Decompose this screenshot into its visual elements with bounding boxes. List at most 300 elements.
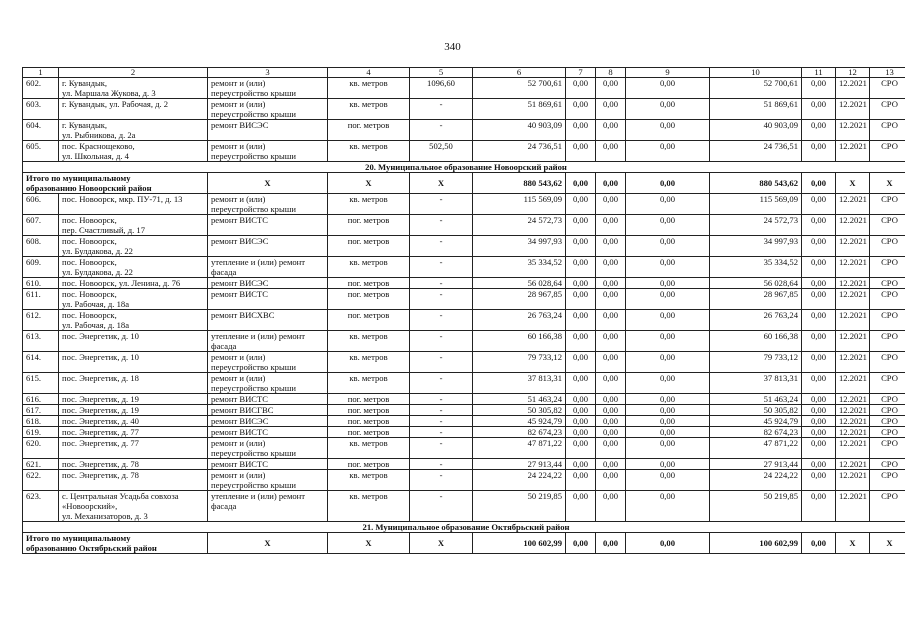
completion-date-cell: X — [836, 173, 870, 194]
owners-funds-cell: 34 997,93 — [710, 236, 802, 257]
regional-budget-cell: 0,00 — [596, 120, 626, 141]
total-cost-cell: 28 967,85 — [473, 289, 566, 310]
local-budget-cell: 0,00 — [626, 257, 710, 278]
row-number-cell: 618. — [23, 416, 59, 427]
column-header: 7 — [566, 68, 596, 78]
table-row — [23, 289, 905, 310]
regional-budget-cell: 0,00 — [596, 278, 626, 289]
row-number-cell: 619. — [23, 427, 59, 438]
method-cell: X — [870, 173, 905, 194]
local-budget-cell: 0,00 — [626, 416, 710, 427]
completion-date-cell: X — [836, 533, 870, 554]
work-type-cell: ремонт ВИСТС — [208, 215, 328, 236]
row-number-cell: 609. — [23, 257, 59, 278]
unit-cell: пог. метров — [328, 236, 410, 257]
work-type-cell: ремонт ВИСЭС — [208, 416, 328, 427]
table-row — [23, 331, 905, 352]
unit-cell: кв. метров — [328, 141, 410, 162]
completion-date-cell: 12.2021 — [836, 459, 870, 470]
work-type-cell: утепление и (или) ремонт фасада — [208, 257, 328, 278]
table-row — [23, 215, 905, 236]
total-cost-cell: 47 871,22 — [473, 438, 566, 459]
work-type-cell: ремонт и (или) переустройство крыши — [208, 78, 328, 99]
method-cell: СРО — [870, 405, 905, 416]
fund-cell: 0,00 — [566, 331, 596, 352]
unit-cell: пог. метров — [328, 310, 410, 331]
regional-budget-cell: 0,00 — [596, 438, 626, 459]
address-cell: пос. Краснощеково, ул. Школьная, д. 4 — [59, 141, 208, 162]
address-cell: пос. Новоорск, ул. Булдакова, д. 22 — [59, 257, 208, 278]
table-row — [23, 405, 905, 416]
quantity-cell: - — [410, 331, 473, 352]
work-type-cell: ремонт и (или) переустройство крыши — [208, 141, 328, 162]
address-cell: пос. Новоорск, ул. Рабочая, д. 18а — [59, 289, 208, 310]
total-cost-cell: 26 763,24 — [473, 310, 566, 331]
address-cell: пос. Энергетик, д. 18 — [59, 373, 208, 394]
regional-budget-cell: 0,00 — [596, 215, 626, 236]
table-row — [23, 278, 905, 289]
total-row — [23, 173, 905, 194]
owners-funds-cell: 100 602,99 — [710, 533, 802, 554]
table-row — [23, 99, 905, 120]
work-type-cell: ремонт и (или) переустройство крыши — [208, 438, 328, 459]
other-funds-cell: 0,00 — [802, 289, 836, 310]
completion-date-cell: 12.2021 — [836, 194, 870, 215]
row-number-cell: 605. — [23, 141, 59, 162]
completion-date-cell: 12.2021 — [836, 120, 870, 141]
method-cell: СРО — [870, 470, 905, 491]
section-title: 21. Муниципальное образование Октябрьский район — [23, 522, 905, 533]
owners-funds-cell: 51 463,24 — [710, 394, 802, 405]
regional-budget-cell: 0,00 — [596, 427, 626, 438]
quantity-cell: - — [410, 194, 473, 215]
quantity-cell: - — [410, 459, 473, 470]
completion-date-cell: 12.2021 — [836, 470, 870, 491]
row-number-cell: 623. — [23, 491, 59, 522]
regional-budget-cell: 0,00 — [596, 257, 626, 278]
total-cost-cell: 52 700,61 — [473, 78, 566, 99]
total-cost-cell: 115 569,09 — [473, 194, 566, 215]
other-funds-cell: 0,00 — [802, 120, 836, 141]
work-type-cell: ремонт и (или) переустройство крыши — [208, 470, 328, 491]
owners-funds-cell: 37 813,31 — [710, 373, 802, 394]
work-type-cell: X — [208, 173, 328, 194]
quantity-cell: - — [410, 427, 473, 438]
address-cell: пос. Новоорск, ул. Рабочая, д. 18а — [59, 310, 208, 331]
regional-budget-cell: 0,00 — [596, 141, 626, 162]
work-type-cell: ремонт и (или) переустройство крыши — [208, 352, 328, 373]
local-budget-cell: 0,00 — [626, 405, 710, 416]
regional-budget-cell: 0,00 — [596, 310, 626, 331]
other-funds-cell: 0,00 — [802, 533, 836, 554]
owners-funds-cell: 28 967,85 — [710, 289, 802, 310]
unit-cell: пог. метров — [328, 416, 410, 427]
column-number-header — [23, 68, 905, 78]
local-budget-cell: 0,00 — [626, 470, 710, 491]
work-type-cell: ремонт и (или) переустройство крыши — [208, 194, 328, 215]
regional-budget-cell: 0,00 — [596, 394, 626, 405]
table-row — [23, 427, 905, 438]
local-budget-cell: 0,00 — [626, 352, 710, 373]
unit-cell: пог. метров — [328, 120, 410, 141]
unit-cell: пог. метров — [328, 278, 410, 289]
regional-budget-cell: 0,00 — [596, 533, 626, 554]
fund-cell: 0,00 — [566, 352, 596, 373]
column-header: 5 — [410, 68, 473, 78]
local-budget-cell: 0,00 — [626, 331, 710, 352]
work-type-cell: ремонт ВИСТС — [208, 289, 328, 310]
owners-funds-cell: 50 219,85 — [710, 491, 802, 522]
row-number-cell: 622. — [23, 470, 59, 491]
owners-funds-cell: 24 736,51 — [710, 141, 802, 162]
owners-funds-cell: 40 903,09 — [710, 120, 802, 141]
table-body — [23, 68, 905, 554]
quantity-cell: - — [410, 120, 473, 141]
regional-budget-cell: 0,00 — [596, 352, 626, 373]
fund-cell: 0,00 — [566, 141, 596, 162]
column-header: 10 — [710, 68, 802, 78]
method-cell: СРО — [870, 236, 905, 257]
row-number-cell: 604. — [23, 120, 59, 141]
completion-date-cell: 12.2021 — [836, 405, 870, 416]
regional-budget-cell: 0,00 — [596, 459, 626, 470]
other-funds-cell: 0,00 — [802, 99, 836, 120]
completion-date-cell: 12.2021 — [836, 352, 870, 373]
total-cost-cell: 37 813,31 — [473, 373, 566, 394]
local-budget-cell: 0,00 — [626, 427, 710, 438]
other-funds-cell: 0,00 — [802, 257, 836, 278]
local-budget-cell: 0,00 — [626, 533, 710, 554]
owners-funds-cell: 45 924,79 — [710, 416, 802, 427]
row-number-cell: 615. — [23, 373, 59, 394]
quantity-cell: - — [410, 491, 473, 522]
completion-date-cell: 12.2021 — [836, 416, 870, 427]
work-type-cell: ремонт ВИСГВС — [208, 405, 328, 416]
address-cell: пос. Энергетик, д. 78 — [59, 459, 208, 470]
row-number-cell: 617. — [23, 405, 59, 416]
table-row — [23, 373, 905, 394]
quantity-cell: - — [410, 394, 473, 405]
owners-funds-cell: 79 733,12 — [710, 352, 802, 373]
total-cost-cell: 82 674,23 — [473, 427, 566, 438]
address-cell: пос. Новоорск, пер. Счастливый, д. 17 — [59, 215, 208, 236]
local-budget-cell: 0,00 — [626, 120, 710, 141]
method-cell: СРО — [870, 278, 905, 289]
quantity-cell: X — [410, 173, 473, 194]
method-cell: СРО — [870, 120, 905, 141]
work-type-cell: утепление и (или) ремонт фасада — [208, 491, 328, 522]
quantity-cell: - — [410, 310, 473, 331]
table-row — [23, 352, 905, 373]
address-cell: пос. Энергетик, д. 77 — [59, 427, 208, 438]
fund-cell: 0,00 — [566, 78, 596, 99]
unit-cell: X — [328, 173, 410, 194]
total-cost-cell: 24 224,22 — [473, 470, 566, 491]
fund-cell: 0,00 — [566, 427, 596, 438]
address-cell: пос. Энергетик, д. 10 — [59, 352, 208, 373]
total-cost-cell: 45 924,79 — [473, 416, 566, 427]
owners-funds-cell: 880 543,62 — [710, 173, 802, 194]
unit-cell: пог. метров — [328, 215, 410, 236]
column-header: 11 — [802, 68, 836, 78]
local-budget-cell: 0,00 — [626, 99, 710, 120]
other-funds-cell: 0,00 — [802, 310, 836, 331]
fund-cell: 0,00 — [566, 99, 596, 120]
row-number-cell: 621. — [23, 459, 59, 470]
fund-cell: 0,00 — [566, 215, 596, 236]
address-cell: пос. Новоорск, ул. Булдакова, д. 22 — [59, 236, 208, 257]
work-type-cell: ремонт ВИСЭС — [208, 278, 328, 289]
work-type-cell: X — [208, 533, 328, 554]
local-budget-cell: 0,00 — [626, 289, 710, 310]
completion-date-cell: 12.2021 — [836, 394, 870, 405]
owners-funds-cell: 35 334,52 — [710, 257, 802, 278]
owners-funds-cell: 82 674,23 — [710, 427, 802, 438]
row-number-cell: 620. — [23, 438, 59, 459]
fund-cell: 0,00 — [566, 394, 596, 405]
local-budget-cell: 0,00 — [626, 373, 710, 394]
total-cost-cell: 24 736,51 — [473, 141, 566, 162]
regional-budget-cell: 0,00 — [596, 491, 626, 522]
work-type-cell: утепление и (или) ремонт фасада — [208, 331, 328, 352]
owners-funds-cell: 26 763,24 — [710, 310, 802, 331]
table-row — [23, 78, 905, 99]
owners-funds-cell: 60 166,38 — [710, 331, 802, 352]
method-cell: СРО — [870, 416, 905, 427]
table-row — [23, 394, 905, 405]
quantity-cell: - — [410, 416, 473, 427]
column-header: 3 — [208, 68, 328, 78]
other-funds-cell: 0,00 — [802, 173, 836, 194]
method-cell: СРО — [870, 215, 905, 236]
section-header-row — [23, 522, 905, 533]
method-cell: СРО — [870, 78, 905, 99]
address-cell: с. Центральная Усадьба совхоза «Новоорский», ул. Механизаторов, д. 3 — [59, 491, 208, 522]
work-type-cell: ремонт ВИСТС — [208, 459, 328, 470]
table-row — [23, 236, 905, 257]
other-funds-cell: 0,00 — [802, 236, 836, 257]
fund-cell: 0,00 — [566, 310, 596, 331]
column-header: 6 — [473, 68, 566, 78]
completion-date-cell: 12.2021 — [836, 141, 870, 162]
fund-cell: 0,00 — [566, 459, 596, 470]
total-cost-cell: 50 305,82 — [473, 405, 566, 416]
owners-funds-cell: 56 028,64 — [710, 278, 802, 289]
table-row — [23, 416, 905, 427]
local-budget-cell: 0,00 — [626, 236, 710, 257]
total-cost-cell: 56 028,64 — [473, 278, 566, 289]
table-row — [23, 310, 905, 331]
other-funds-cell: 0,00 — [802, 491, 836, 522]
quantity-cell: - — [410, 99, 473, 120]
table-row — [23, 438, 905, 459]
address-cell: пос. Новоорск, ул. Ленина, д. 76 — [59, 278, 208, 289]
method-cell: СРО — [870, 373, 905, 394]
total-cost-cell: 880 543,62 — [473, 173, 566, 194]
total-cost-cell: 50 219,85 — [473, 491, 566, 522]
row-number-cell: 610. — [23, 278, 59, 289]
work-type-cell: ремонт и (или) переустройство крыши — [208, 373, 328, 394]
regional-budget-cell: 0,00 — [596, 470, 626, 491]
quantity-cell: - — [410, 215, 473, 236]
page-number: 340 — [444, 41, 461, 53]
owners-funds-cell: 50 305,82 — [710, 405, 802, 416]
row-number-cell: 602. — [23, 78, 59, 99]
fund-cell: 0,00 — [566, 236, 596, 257]
row-number-cell: 603. — [23, 99, 59, 120]
completion-date-cell: 12.2021 — [836, 257, 870, 278]
total-row — [23, 533, 905, 554]
unit-cell: кв. метров — [328, 99, 410, 120]
row-number-cell: 614. — [23, 352, 59, 373]
completion-date-cell: 12.2021 — [836, 491, 870, 522]
unit-cell: пог. метров — [328, 405, 410, 416]
fund-cell: 0,00 — [566, 194, 596, 215]
local-budget-cell: 0,00 — [626, 173, 710, 194]
method-cell: СРО — [870, 331, 905, 352]
fund-cell: 0,00 — [566, 173, 596, 194]
section-title: 20. Муниципальное образование Новоорский район — [23, 162, 905, 173]
method-cell: СРО — [870, 257, 905, 278]
other-funds-cell: 0,00 — [802, 394, 836, 405]
completion-date-cell: 12.2021 — [836, 236, 870, 257]
table-row — [23, 257, 905, 278]
fund-cell: 0,00 — [566, 470, 596, 491]
column-header: 12 — [836, 68, 870, 78]
unit-cell: X — [328, 533, 410, 554]
quantity-cell: - — [410, 289, 473, 310]
work-type-cell: ремонт ВИСХВС — [208, 310, 328, 331]
table-row — [23, 194, 905, 215]
row-number-cell: 616. — [23, 394, 59, 405]
fund-cell: 0,00 — [566, 416, 596, 427]
local-budget-cell: 0,00 — [626, 459, 710, 470]
regional-budget-cell: 0,00 — [596, 373, 626, 394]
unit-cell: пог. метров — [328, 394, 410, 405]
work-type-cell: ремонт ВИСТС — [208, 394, 328, 405]
regional-budget-cell: 0,00 — [596, 194, 626, 215]
regional-budget-cell: 0,00 — [596, 331, 626, 352]
other-funds-cell: 0,00 — [802, 352, 836, 373]
method-cell: СРО — [870, 352, 905, 373]
work-type-cell: ремонт ВИСЭС — [208, 120, 328, 141]
fund-cell: 0,00 — [566, 278, 596, 289]
quantity-cell: - — [410, 373, 473, 394]
row-number-cell: 613. — [23, 331, 59, 352]
completion-date-cell: 12.2021 — [836, 289, 870, 310]
fund-cell: 0,00 — [566, 438, 596, 459]
address-cell: пос. Энергетик, д. 40 — [59, 416, 208, 427]
unit-cell: кв. метров — [328, 78, 410, 99]
regional-budget-cell: 0,00 — [596, 416, 626, 427]
address-cell: пос. Энергетик, д. 19 — [59, 394, 208, 405]
method-cell: СРО — [870, 310, 905, 331]
owners-funds-cell: 24 572,73 — [710, 215, 802, 236]
owners-funds-cell: 24 224,22 — [710, 470, 802, 491]
completion-date-cell: 12.2021 — [836, 373, 870, 394]
other-funds-cell: 0,00 — [802, 194, 836, 215]
address-cell: пос. Энергетик, д. 77 — [59, 438, 208, 459]
regional-budget-cell: 0,00 — [596, 173, 626, 194]
fund-cell: 0,00 — [566, 533, 596, 554]
repair-schedule-table — [22, 67, 905, 554]
quantity-cell: 502,50 — [410, 141, 473, 162]
other-funds-cell: 0,00 — [802, 331, 836, 352]
quantity-cell: 1096,60 — [410, 78, 473, 99]
method-cell: СРО — [870, 194, 905, 215]
total-cost-cell: 51 869,61 — [473, 99, 566, 120]
quantity-cell: X — [410, 533, 473, 554]
row-number-cell: 611. — [23, 289, 59, 310]
local-budget-cell: 0,00 — [626, 141, 710, 162]
other-funds-cell: 0,00 — [802, 470, 836, 491]
work-type-cell: ремонт ВИСТС — [208, 427, 328, 438]
local-budget-cell: 0,00 — [626, 394, 710, 405]
unit-cell: кв. метров — [328, 257, 410, 278]
other-funds-cell: 0,00 — [802, 78, 836, 99]
completion-date-cell: 12.2021 — [836, 78, 870, 99]
unit-cell: пог. метров — [328, 289, 410, 310]
regional-budget-cell: 0,00 — [596, 78, 626, 99]
fund-cell: 0,00 — [566, 120, 596, 141]
other-funds-cell: 0,00 — [802, 416, 836, 427]
total-cost-cell: 79 733,12 — [473, 352, 566, 373]
table-row — [23, 459, 905, 470]
fund-cell: 0,00 — [566, 257, 596, 278]
total-label: Итого по муниципальному образованию Новоорский район — [23, 173, 208, 194]
total-cost-cell: 40 903,09 — [473, 120, 566, 141]
unit-cell: пог. метров — [328, 427, 410, 438]
table-row — [23, 470, 905, 491]
table-row — [23, 491, 905, 522]
regional-budget-cell: 0,00 — [596, 99, 626, 120]
quantity-cell: - — [410, 352, 473, 373]
other-funds-cell: 0,00 — [802, 215, 836, 236]
completion-date-cell: 12.2021 — [836, 278, 870, 289]
other-funds-cell: 0,00 — [802, 427, 836, 438]
quantity-cell: - — [410, 278, 473, 289]
total-cost-cell: 35 334,52 — [473, 257, 566, 278]
unit-cell: кв. метров — [328, 352, 410, 373]
unit-cell: кв. метров — [328, 194, 410, 215]
fund-cell: 0,00 — [566, 373, 596, 394]
other-funds-cell: 0,00 — [802, 373, 836, 394]
local-budget-cell: 0,00 — [626, 278, 710, 289]
completion-date-cell: 12.2021 — [836, 438, 870, 459]
owners-funds-cell: 115 569,09 — [710, 194, 802, 215]
other-funds-cell: 0,00 — [802, 278, 836, 289]
local-budget-cell: 0,00 — [626, 310, 710, 331]
method-cell: СРО — [870, 427, 905, 438]
address-cell: пос. Энергетик, д. 78 — [59, 470, 208, 491]
method-cell: СРО — [870, 491, 905, 522]
owners-funds-cell: 27 913,44 — [710, 459, 802, 470]
quantity-cell: - — [410, 438, 473, 459]
method-cell: СРО — [870, 394, 905, 405]
owners-funds-cell: 51 869,61 — [710, 99, 802, 120]
row-number-cell: 608. — [23, 236, 59, 257]
regional-budget-cell: 0,00 — [596, 289, 626, 310]
address-cell: пос. Новоорск, мкр. ПУ-71, д. 13 — [59, 194, 208, 215]
unit-cell: кв. метров — [328, 438, 410, 459]
column-header: 4 — [328, 68, 410, 78]
quantity-cell: - — [410, 470, 473, 491]
completion-date-cell: 12.2021 — [836, 215, 870, 236]
other-funds-cell: 0,00 — [802, 405, 836, 416]
total-cost-cell: 60 166,38 — [473, 331, 566, 352]
local-budget-cell: 0,00 — [626, 215, 710, 236]
address-cell: пос. Энергетик, д. 10 — [59, 331, 208, 352]
